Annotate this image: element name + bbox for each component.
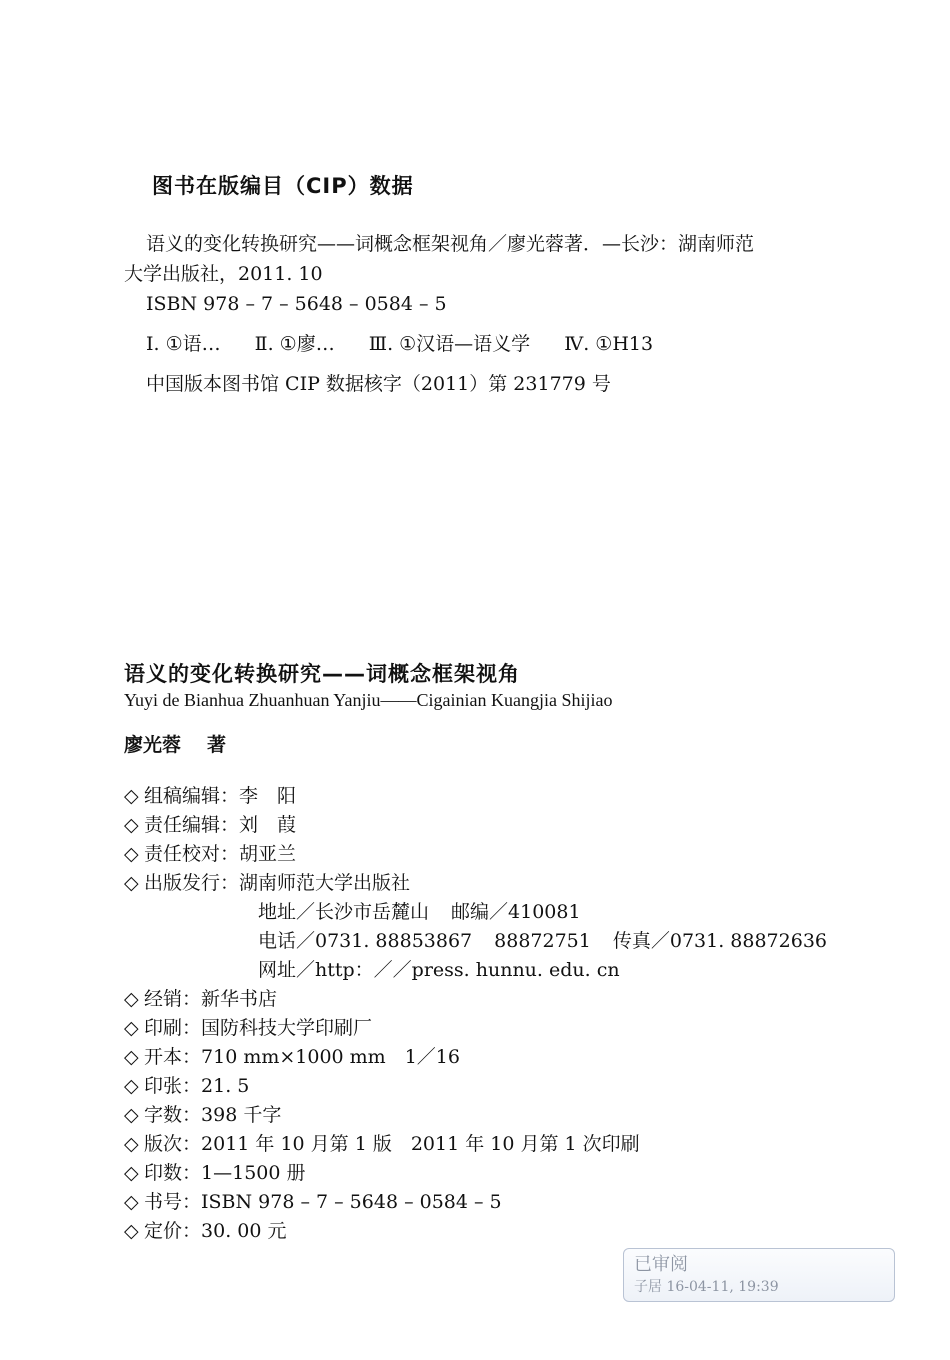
- cip-isbn: ISBN 978 – 7 – 5648 – 0584 – 5: [146, 293, 447, 315]
- diamond-bullet-icon: ◇: [124, 1104, 139, 1126]
- edition-value: 2011 年 10 月第 1 版 2011 年 10 月第 1 次印刷: [201, 1133, 640, 1155]
- publisher-address-row: [258, 900, 581, 924]
- cip-classification: [146, 332, 681, 356]
- publisher-address: 地址／长沙市岳麓山: [258, 901, 430, 923]
- diamond-bullet-icon: ◇: [124, 1220, 139, 1242]
- publisher-fax: 传真／0731. 88872636: [612, 930, 827, 952]
- print-run-row: [124, 1161, 306, 1185]
- commissioning-editor-label: 组稿编辑：: [144, 785, 240, 807]
- sheets-label: 印张：: [144, 1075, 202, 1097]
- cip-record-line1: 语义的变化转换研究——词概念框架视角／廖光蓉著．—长沙：湖南师范: [146, 233, 755, 255]
- distributor-row: [124, 987, 277, 1011]
- book-author: [124, 730, 226, 757]
- publisher-row: [124, 871, 410, 895]
- word-count-row: [124, 1103, 281, 1127]
- printer-row: [124, 1016, 372, 1040]
- format-label: 开本：: [144, 1046, 202, 1068]
- diamond-bullet-icon: ◇: [124, 1046, 139, 1068]
- book-title: 语义的变化转换研究——词概念框架视角: [124, 662, 520, 686]
- review-stamp-annotation[interactable]: [623, 1248, 895, 1302]
- distributor-value: 新华书店: [201, 988, 278, 1010]
- book-number-label: 书号：: [144, 1191, 202, 1213]
- commissioning-editor-value: 李 阳: [239, 785, 297, 807]
- diamond-bullet-icon: ◇: [124, 785, 139, 807]
- price-value: 30. 00 元: [201, 1220, 287, 1242]
- word-count-label: 字数：: [144, 1104, 202, 1126]
- word-count-value: 398 千字: [201, 1104, 282, 1126]
- proofreader-value: 胡亚兰: [239, 843, 297, 865]
- publisher-phone: 电话／0731. 88853867: [258, 930, 473, 952]
- book-number-row: [124, 1190, 502, 1214]
- cip-class-2: Ⅱ. ①廖…: [254, 333, 335, 355]
- cip-record-line2: 大学出版社，2011. 10: [124, 263, 323, 285]
- responsible-editor-value: 刘 葭: [239, 814, 297, 836]
- edition-row: [124, 1132, 640, 1156]
- cip-verification: 中国版本图书馆 CIP 数据核字（2011）第 231779 号: [146, 373, 611, 395]
- cip-class-1: Ⅰ. ①语…: [146, 333, 221, 355]
- review-stamp-title: 已审阅: [634, 1254, 688, 1275]
- diamond-bullet-icon: ◇: [124, 814, 139, 836]
- proofreader-row: [124, 842, 296, 866]
- diamond-bullet-icon: ◇: [124, 872, 139, 894]
- proofreader-label: 责任校对：: [144, 843, 240, 865]
- cip-class-4: Ⅳ. ①H13: [564, 333, 654, 355]
- review-stamp-meta: 子居 16-04-11, 19:39: [634, 1279, 779, 1295]
- print-run-value: 1—1500 册: [201, 1162, 306, 1184]
- publisher-value: 湖南师范大学出版社: [239, 872, 411, 894]
- publisher-label: 出版发行：: [144, 872, 240, 894]
- publisher-phone-row: [258, 929, 827, 953]
- publisher-postcode: 邮编／410081: [451, 901, 581, 923]
- printer-label: 印刷：: [144, 1017, 202, 1039]
- print-run-label: 印数：: [144, 1162, 202, 1184]
- cip-heading: 图书在版编目（CIP）数据: [152, 174, 414, 198]
- responsible-editor-label: 责任编辑：: [144, 814, 240, 836]
- sheets-row: [124, 1074, 249, 1098]
- sheets-value: 21. 5: [201, 1075, 250, 1097]
- diamond-bullet-icon: ◇: [124, 1133, 139, 1155]
- author-name: 廖光蓉: [124, 734, 182, 756]
- book-number-value: ISBN 978 – 7 – 5648 – 0584 – 5: [201, 1191, 502, 1213]
- book-pinyin-title: Yuyi de Bianhua Zhuanhuan Yanjiu——Cigainian Kuangjia Shijiao: [124, 690, 613, 710]
- diamond-bullet-icon: ◇: [124, 1191, 139, 1213]
- cip-class-3: Ⅲ. ①汉语—语义学: [368, 333, 531, 355]
- distributor-label: 经销：: [144, 988, 202, 1010]
- author-role: 著: [207, 734, 227, 756]
- price-label: 定价：: [144, 1220, 202, 1242]
- diamond-bullet-icon: ◇: [124, 1075, 139, 1097]
- publisher-website: 网址／http：／／press. hunnu. edu. cn: [258, 959, 620, 981]
- price-row: [124, 1219, 287, 1243]
- diamond-bullet-icon: ◇: [124, 843, 139, 865]
- printer-value: 国防科技大学印刷厂: [201, 1017, 373, 1039]
- responsible-editor-row: [124, 813, 296, 837]
- diamond-bullet-icon: ◇: [124, 1162, 139, 1184]
- diamond-bullet-icon: ◇: [124, 1017, 139, 1039]
- publisher-phone-2: 88872751: [494, 930, 591, 952]
- diamond-bullet-icon: ◇: [124, 988, 139, 1010]
- format-value: 710 mm×1000 mm 1／16: [201, 1046, 460, 1068]
- commissioning-editor-row: [124, 784, 296, 808]
- format-row: [124, 1045, 460, 1069]
- edition-label: 版次：: [144, 1133, 202, 1155]
